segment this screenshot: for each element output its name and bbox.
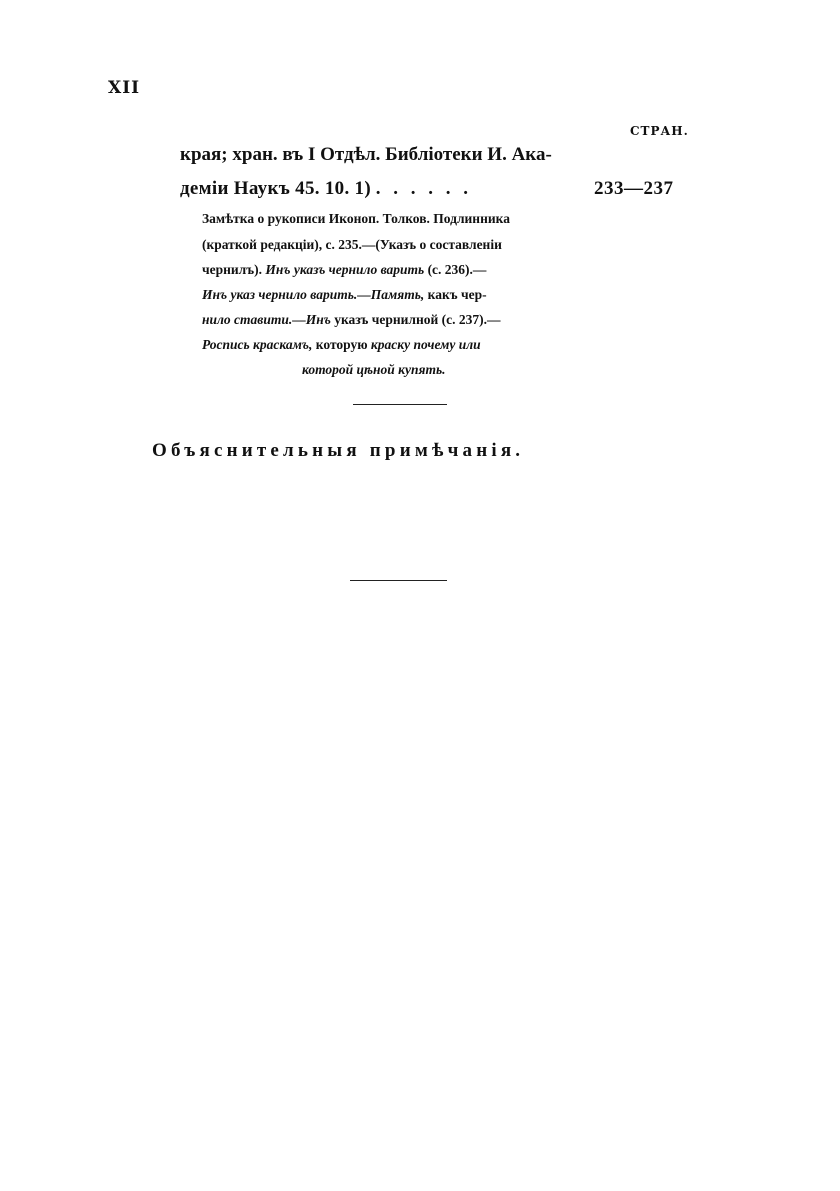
toc-entry-line-2 [180,178,472,200]
divider-rule-bottom [350,580,447,581]
note-line-4 [202,287,610,303]
note-line-3-a: чернилъ). [202,262,262,277]
dot-leader: . . . . . . [375,178,472,199]
note-line-4-b: какъ чер- [427,287,487,302]
toc-entry-line-2-text: деміи Наукъ 45. 10. 1) [180,178,371,199]
note-line-5 [202,312,610,328]
note-line-4-a: Инъ указ чернило варить.—Память, [202,287,425,302]
section-heading: Объяснительныя примѣчанія. [152,440,525,461]
note-line-3-b: Инъ указъ чернило варить [265,262,425,277]
page-range: 233—237 [594,178,674,199]
note-line-3 [202,262,610,278]
note-line-7-text: которой цѣной купять. [302,362,446,377]
toc-entry-line-1: края; хран. въ I Отдѣл. Библіотеки И. Ака- [180,144,552,165]
divider-rule-top [353,404,447,405]
note-line-1: Замѣтка о рукописи Иконоп. Толков. Подлинника [202,211,510,226]
note-line-2: (краткой редакціи), с. 235.—(Указъ о составленіи [202,237,502,252]
page-number: XII [108,78,141,98]
note-line-6-c: краску почему или [370,337,481,352]
note-line-6-b: которую [315,337,368,352]
note-line-5-a: нило ставити.—Инъ [202,312,331,327]
note-line-3-c: (с. 236).— [427,262,487,277]
note-line-6 [202,337,610,353]
column-label: СТРАН. [630,124,689,138]
note-line-6-a: Роспись краскамъ, [202,337,313,352]
note-line-7 [302,362,710,378]
note-line-5-b: указъ чернилной (с. 237).— [334,312,501,327]
